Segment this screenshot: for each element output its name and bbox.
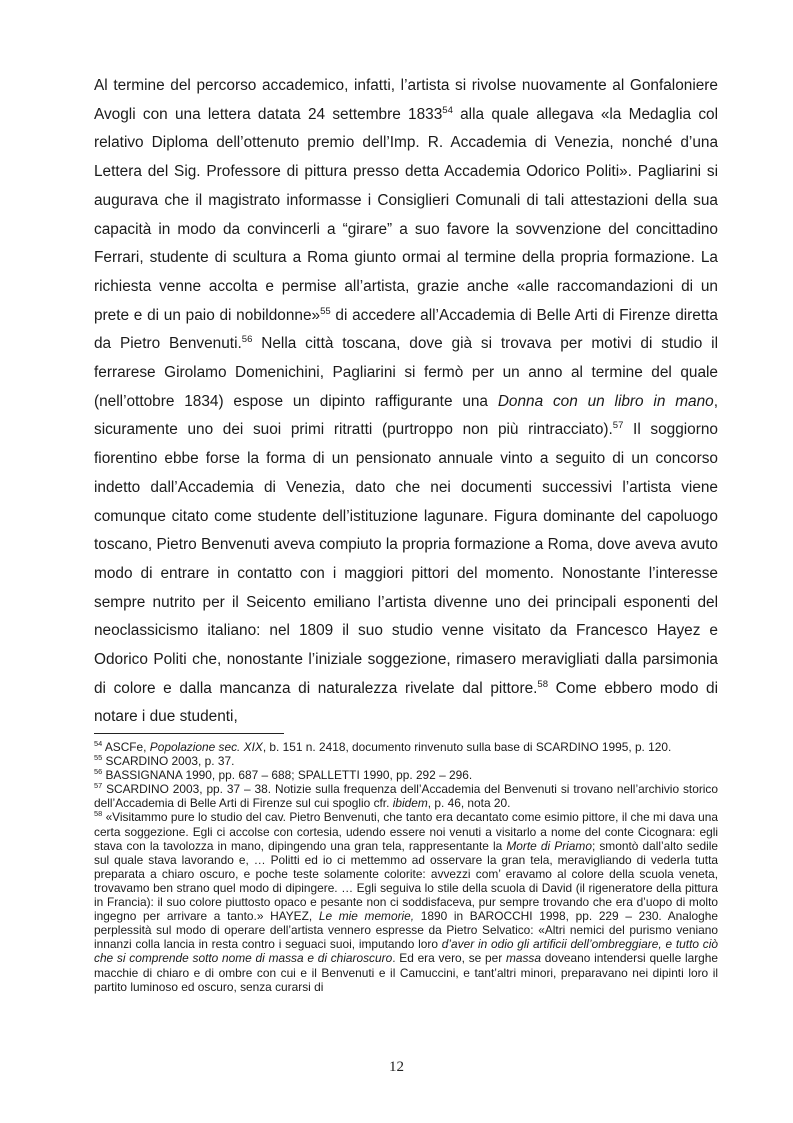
footnote-italic: ibidem xyxy=(392,796,428,811)
footnote-56 xyxy=(94,768,718,782)
footnote-ref-54[interactable]: 54 xyxy=(442,104,453,116)
footnote-text: 1890 in BAROCCHI 1998, pp. 229 – 230. Analoghe perplessità sul modo di operare dell’artista vennero espresse da Pietro Selvatico: «Altri nemici del purismo veniano innanzi colla lancia in resta contro i seguaci suoi, imputando loro xyxy=(94,909,718,952)
body-text-segment: alla quale allegava «la Medaglia col relativo Diploma dell’ottenuto premio dell’Imp. R. Accademia di Venezia, nonché d’una Lettera del Sig. Professore di pittura presso detta Accademia Odorico Politi». Pagliarini si augurava che il magistrato informasse i Consiglieri Comunali di tali attestazioni della sua capacità in modo da convincerli a “girare” a suo favore la sovvenzione del concittadino Ferrari, studente di scultura a Roma giunto ormai al termine della propria formazione. La richiesta venne accolta e permise all’artista, grazie anche «alle raccomandazioni di un prete e di un paio di nobildonne» xyxy=(94,105,719,324)
footnote-ref-57[interactable]: 57 xyxy=(612,420,624,432)
footnote-ref-56[interactable]: 56 xyxy=(241,334,253,346)
footnote-text: ; smontò dall’alto sedile sul quale stava lavorando e, … Politti ed io ci mettemmo ad osservare la gran tela, meravigliando di vederla tutta preparata a chiaro oscuro, e poche teste solamente colorite: avvezzi com’ eravamo al colore della scuola veneta, trovavamo ben strano quel modo di dipingere. … Egli seguiva lo stile della scuola di David (il rigeneratore della pittura in Francia): il suo colore piuttosto opaco e pesante non ci soddisfaceva, pur sempre trovando che era d’uopo di molto ingegno per arrivare a tanto.» HAYEZ, xyxy=(94,838,718,924)
footnote-58 xyxy=(94,810,718,993)
footnote-text: , p. 46, nota 20. xyxy=(427,796,511,811)
footnote-text: SCARDINO 2003, p. 37. xyxy=(102,754,235,769)
footnote-italic: massa xyxy=(505,951,541,966)
footnote-57 xyxy=(94,782,718,810)
artwork-title: Donna con un libro in mano xyxy=(497,392,714,410)
footnote-text: ASCFe, xyxy=(102,740,150,754)
footnote-italic: Morte di Priamo xyxy=(506,838,592,853)
body-text-segment: Il soggiorno fiorentino ebbe forse la forma di un pensionato annuale vinto a seguito di un concorso indetto dall’Accademia di Venezia, dato che nei documenti successivi l’artista viene comunque citato come studente dell’istituzione lagunare. Figura dominante del capoluogo toscano, Pietro Benvenuti aveva compiuto la propria formazione a Roma, dove aveva avuto modo di entrare in contatto con i maggiori pittori del momento. Nonostante l’interesse sempre nutrito per il Seicento emiliano l’artista divenne uno dei principali esponenti del neoclassicismo italiano: nel 1809 il suo studio venne visitato da Francesco Hayez e Odorico Politi che, nonostante l’iniziale soggezione, rimasero meravigliati dalla parsimonia di colore e dalla mancanza di naturalezza rivelate dal pittore. xyxy=(94,421,718,697)
footnote-text: BASSIGNANA 1990, pp. 687 – 688; SPALLETTI 1990, pp. 292 – 296. xyxy=(102,768,473,783)
footnote-text: doveano intendersi quelle larghe macchie di chiaro e di ombre con cui e il Benvenuti e il Camuccini, e tant’altri minori, preparavano nei dipinti loro il partito luminoso ed oscuro, senza curarsi di xyxy=(94,951,718,994)
footnote-ref-58[interactable]: 58 xyxy=(537,678,549,690)
page-number: 12 xyxy=(389,1059,404,1075)
footnote-text: . Ed era vero, se per xyxy=(392,951,506,966)
main-paragraph xyxy=(94,72,718,732)
footnote-55 xyxy=(94,754,718,768)
footnote-number: 57 xyxy=(94,781,103,791)
footnote-number: 55 xyxy=(94,753,103,763)
footnote-text: , b. 151 n. 2418, documento rinvenuto sulla base di SCARDINO 1995, p. 120. xyxy=(262,740,672,754)
footnote-number: 56 xyxy=(94,767,103,777)
body-text-segment: Nella città toscana, dove già si trovava per motivi di studio il ferrarese Girolamo Domenichini, Pagliarini si fermò per un anno al termine del quale (nell’ottobre 1834) espose un dipinto raffigurante una xyxy=(94,335,718,410)
body-text-segment: , sicuramente uno dei suoi primi ritratti (purtroppo non più rintracciato). xyxy=(94,392,718,439)
footnote-number: 58 xyxy=(94,809,103,819)
footnote-ref-55[interactable]: 55 xyxy=(320,305,331,317)
footnote-italic: Le mie memorie, xyxy=(318,909,415,924)
footnote-italic: d’aver in odio gli artificii dell’ombreggiare, e tutto ciò che si comprende sotto nome di massa e di chiaroscuro xyxy=(94,937,718,966)
footnotes xyxy=(94,740,718,994)
footnote-text: «Visitammo pure lo studio del cav. Pietro Benvenuti, che tanto era decantato come esimio pittore, il che mi dava una certa soggezione. Egli ci accolse con cortesia, udendo essere noi venuti a visitarlo a nome del conte Cicognara: egli stava con la tavolozza in mano, dipingendo una gran tela, rappresentante la xyxy=(94,810,718,853)
footnote-number: 54 xyxy=(94,739,103,749)
body-text-segment: di accedere all’Accademia di Belle Arti di Firenze diretta da Pietro Benvenuti. xyxy=(94,306,718,353)
body-text-segment: Al termine del percorso accademico, infatti, l’artista si rivolse nuovamente al Gonfaloniere Avogli con una lettera datata 24 settembre 1833 xyxy=(94,77,718,123)
footnote-54 xyxy=(94,740,718,754)
body-text-segment: Come ebbero modo di notare i due studenti, xyxy=(94,679,719,726)
footnote-text: SCARDINO 2003, pp. 37 – 38. Notizie sulla frequenza dell’Accademia del Benvenuti si trovano nell’archivio storico dell’Accademia di Belle Arti di Firenze sul cui spoglio cfr. xyxy=(94,782,718,811)
footnote-italic: Popolazione sec. XIX xyxy=(149,740,263,754)
footnote-separator xyxy=(94,733,284,734)
